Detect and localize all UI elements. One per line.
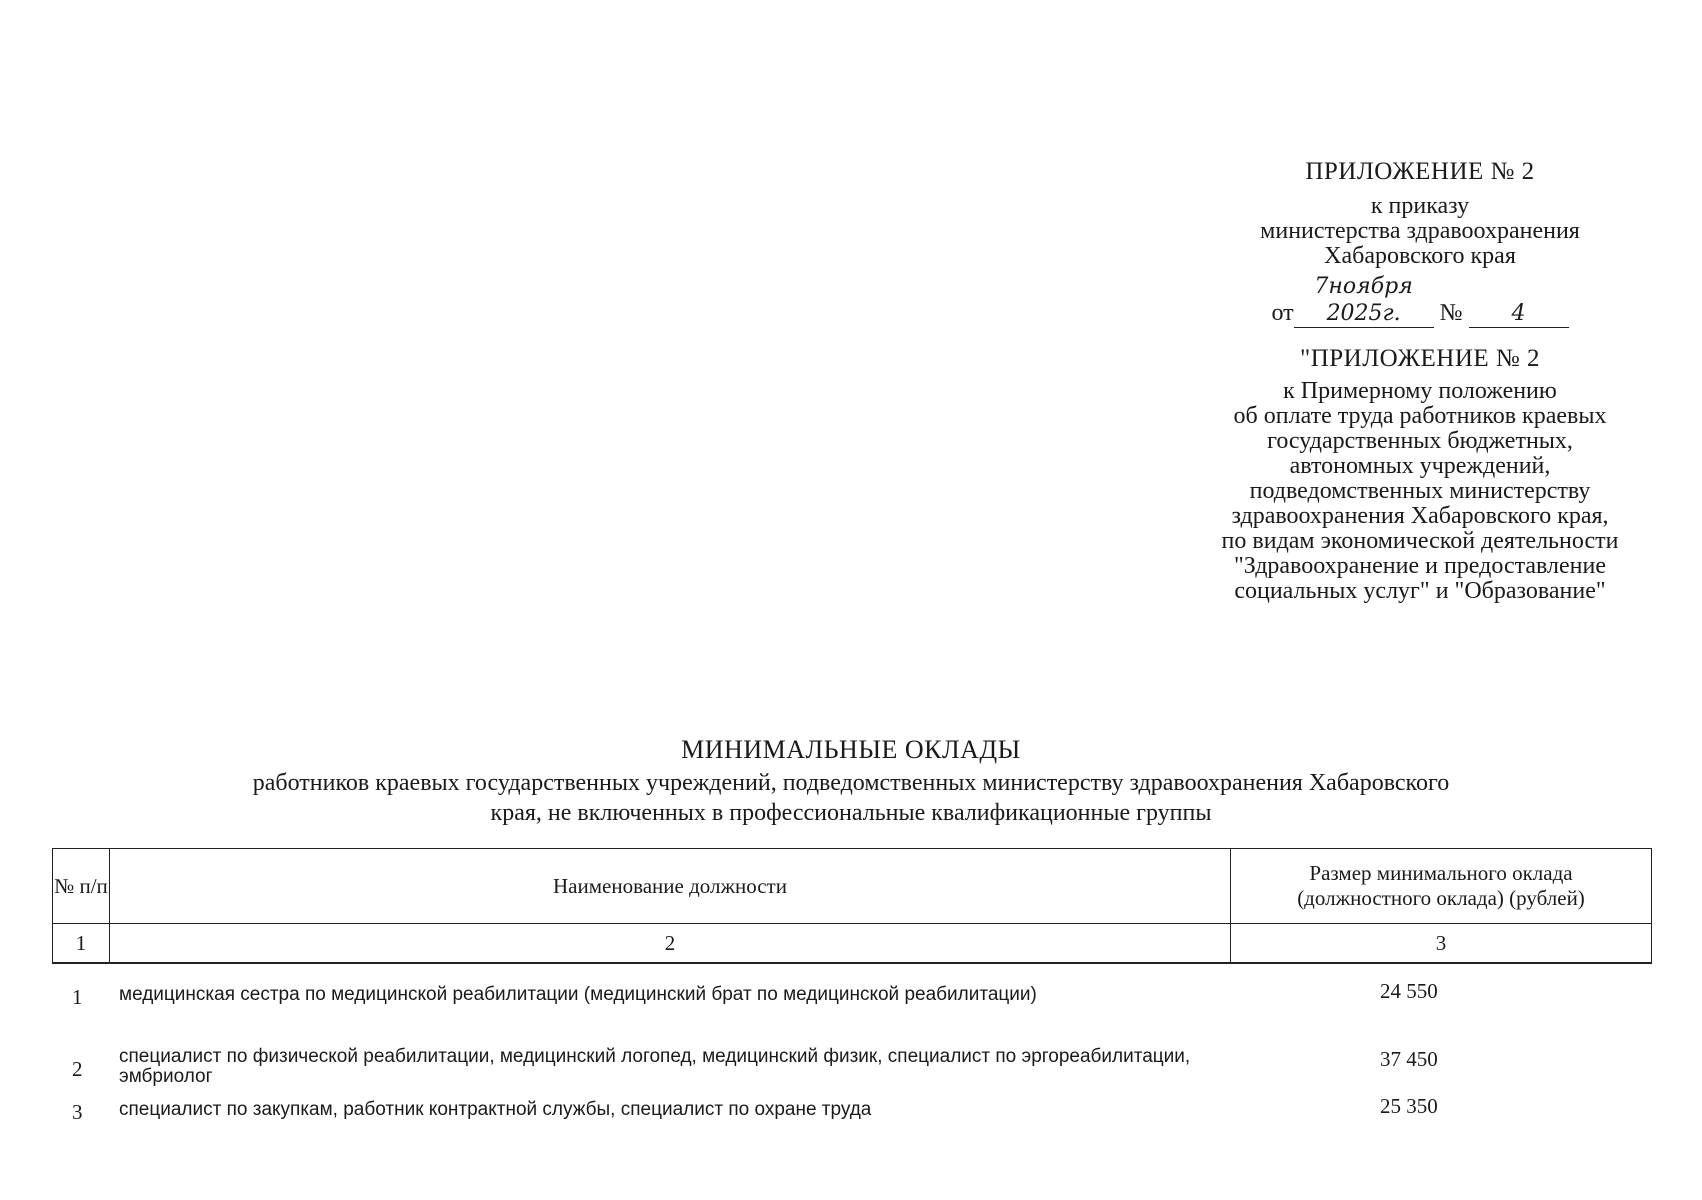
row-position: специалист по физической реабилитации, медицинский логопед, медицинский физик, специалист по эргореабилитации, эмбриолог	[119, 1046, 1191, 1087]
quoted-line: об оплате труда работников краевых	[1233, 403, 1607, 429]
row-number: 3	[72, 1100, 83, 1124]
header-salary	[1231, 849, 1652, 924]
annex-line-1: к приказу	[1370, 193, 1470, 219]
handwritten-date: 7ноября 2025г.	[1314, 274, 1413, 326]
row-salary: 24 550	[1380, 979, 1438, 1003]
header-salary-line-2: (должностного оклада) (рублей)	[1297, 886, 1585, 910]
header-salary-line-1: Размер минимального оклада	[1309, 861, 1573, 885]
column-number-row	[53, 924, 1652, 964]
salary-table	[52, 848, 1652, 964]
header-num: № п/п	[53, 849, 110, 924]
row-position: медицинская сестра по медицинской реабилитации (медицинский брат по медицинской реабилитации)	[119, 984, 1037, 1005]
column-number: 3	[1231, 924, 1652, 964]
quoted-line: государственных бюджетных,	[1267, 428, 1573, 454]
row-salary: 37 450	[1380, 1047, 1438, 1071]
date-prefix: от	[1271, 300, 1294, 326]
quoted-line: подведомственных министерству	[1249, 478, 1591, 504]
row-number: 1	[72, 985, 83, 1009]
title-main: МИНИМАЛЬНЫЕ ОКЛАДЫ	[681, 735, 1021, 764]
quoted-line: по видам экономической деятельности	[1221, 528, 1619, 554]
quoted-line: социальных услуг" и "Образование"	[1234, 578, 1606, 604]
annex-line-3: Хабаровского края	[1324, 243, 1516, 269]
header-position: Наименование должности	[110, 849, 1231, 924]
title-sub-line-2: края, не включенных в профессиональные квалификационные группы	[490, 800, 1212, 826]
column-number: 2	[110, 924, 1231, 964]
quoted-line: к Примерному положению	[1283, 378, 1557, 404]
quoted-annex-title: "ПРИЛОЖЕНИЕ № 2	[1299, 345, 1540, 372]
handwritten-number: 4	[1511, 301, 1526, 326]
document-title	[0, 735, 1702, 825]
annex-title: ПРИЛОЖЕНИЕ № 2	[1305, 158, 1535, 185]
row-salary: 25 350	[1380, 1094, 1438, 1118]
table-header-row	[53, 849, 1652, 924]
column-number: 1	[53, 924, 110, 964]
row-position: специалист по закупкам, работник контрактной службы, специалист по охране труда	[119, 1099, 872, 1120]
quoted-line: "Здравоохранение и предоставление	[1233, 553, 1607, 579]
date-number-line	[1140, 273, 1700, 326]
annex-header	[1140, 158, 1700, 326]
quoted-annex-header	[1120, 345, 1702, 604]
quoted-line: автономных учреждений,	[1289, 453, 1551, 479]
annex-line-2: министерства здравоохранения	[1260, 218, 1580, 244]
title-sub-line-1: работников краевых государственных учреждений, подведомственных министерству здравоохранения Хабаровского	[252, 770, 1450, 796]
quoted-line: здравоохранения Хабаровского края,	[1231, 503, 1609, 529]
row-number: 2	[72, 1057, 83, 1081]
number-prefix: №	[1439, 300, 1463, 326]
